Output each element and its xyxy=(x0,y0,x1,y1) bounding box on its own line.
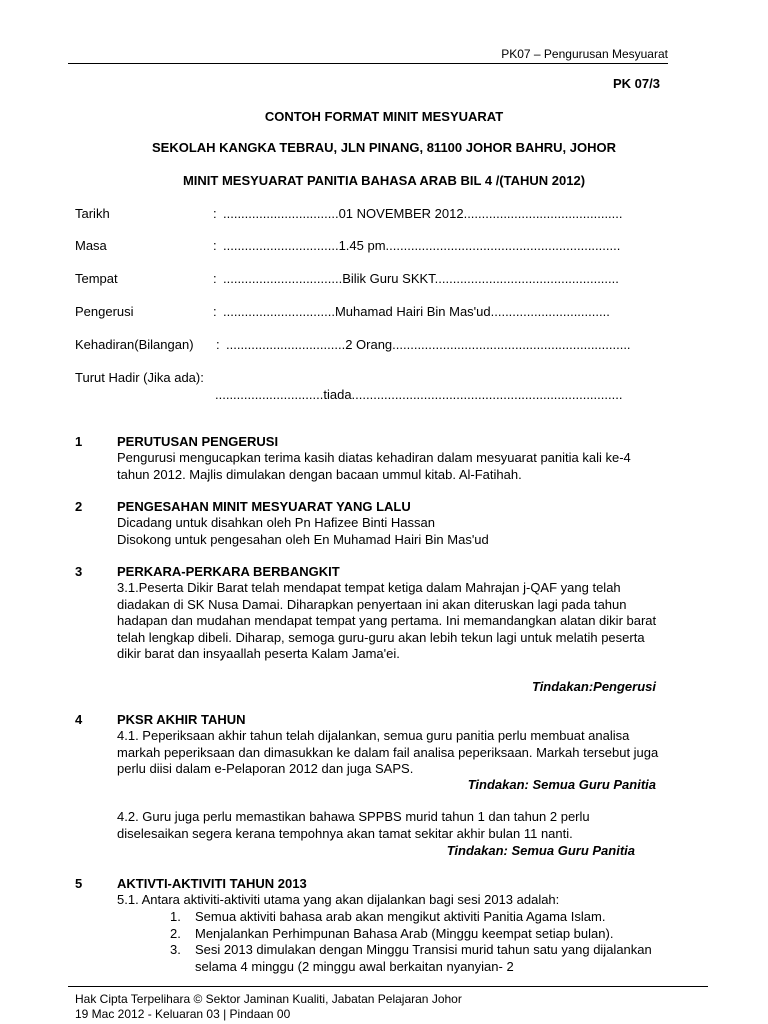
list-text: Sesi 2013 dimulakan dengan Minggu Transisi murid tahun satu yang dijalankan selama 4 minggu (2 minggu awal berkaitan nyanyian- 2 xyxy=(195,942,652,974)
field-colon: : xyxy=(213,238,217,253)
section-line: Dicadang untuk disahkan oleh Pn Hafizee Binti Hassan xyxy=(117,515,435,530)
section-line: Disokong untuk pengesahan oleh En Muhamad Hairi Bin Mas'ud xyxy=(117,532,489,547)
list-number: 3. xyxy=(170,942,181,957)
action-note: Tindakan:Pengerusi xyxy=(531,679,656,694)
section-title: PKSR AKHIR TAHUN xyxy=(117,712,246,727)
field-value: .................................2 Orang.................................................................. xyxy=(226,337,631,352)
field-value: .................................Bilik Guru SKKT................................................... xyxy=(223,271,619,286)
section-number: 2 xyxy=(75,499,83,514)
field-colon: : xyxy=(216,337,220,352)
section-title: AKTIVTI-AKTIVITI TAHUN 2013 xyxy=(117,876,307,891)
field-turut-hadir xyxy=(75,370,665,410)
section-body: 5.1. Antara aktiviti-aktiviti utama yang akan dijalankan bagi sesi 2013 adalah: xyxy=(117,892,560,907)
action-note: Tindakan: Semua Guru Panitia xyxy=(467,777,656,792)
copyright-text: Hak Cipta Terpelihara © Sektor Jaminan Kualiti, Jabatan Pelajaran Johor xyxy=(75,992,462,1006)
field-colon: : xyxy=(213,206,217,221)
field-label: Tarikh xyxy=(75,206,110,221)
section-body: 4.1. Peperiksaan akhir tahun telah dijalankan, semua guru panitia perlu membuat analisa markah peperiksaan dan dimasukkan ke dalam fail analisa peperiksaan. Markah tersebut juga perlu diisi dalam e-Pelaporan 2012 dan juga SAPS. xyxy=(117,728,659,776)
section-title: PERKARA-PERKARA BERBANGKIT xyxy=(117,564,340,579)
list-number: 2. xyxy=(170,925,181,941)
list-item xyxy=(170,909,670,926)
field-value: ................................1.45 pm................................................................. xyxy=(223,238,621,253)
field-colon: : xyxy=(213,304,217,319)
section-body: Pengurusi mengucapkan terima kasih diatas kehadiran dalam mesyuarat panitia kali ke-4 tahun 2012. Majlis dimulakan dengan bacaan ummul kitab. Al-Fatihah. xyxy=(117,450,631,482)
section-title: PENGESAHAN MINIT MESYUARAT YANG LALU xyxy=(117,499,411,514)
list-text: Semua aktiviti bahasa arab akan mengikut aktiviti Panitia Agama Islam. xyxy=(195,909,606,924)
release-info: 19 Mac 2012 - Keluaran 03 | Pindaan 00 xyxy=(75,1007,291,1021)
section-number: 3 xyxy=(75,564,83,579)
section-number: 4 xyxy=(75,712,83,727)
action-note: Tindakan: Semua Guru Panitia xyxy=(446,843,635,858)
field-value: ..............................tiada........................................................................... xyxy=(215,387,623,402)
section-body: 4.2. Guru juga perlu memastikan bahawa SPPBS murid tahun 1 dan tahun 2 perlu diselesaikan segera kerana tempohnya akan tamat sekitar akhir bulan 11 nanti. xyxy=(117,809,590,841)
section-body: 3.1.Peserta Dikir Barat telah mendapat tempat ketiga dalam Mahrajan j-QAF yang telah diadakan di SK Nusa Damai. Diharapkan penyertaan ini akan diteruskan lagi pada tahun hadapan dan mudahan mendapat tempat yang pertama. Ini memandangkan alatan dikir barat telah lengkap dibeli. Diharap, semoga guru-guru akan lebih tekun lagi untuk melatih peserta dikir barat dan insyaallah peserta Kalam Jama'ei. xyxy=(117,580,657,661)
field-value: ...............................Muhamad Hairi Bin Mas'ud................................. xyxy=(223,304,610,319)
field-label: Turut Hadir (Jika ada): xyxy=(75,370,204,385)
field-value: ................................01 NOVEMBER 2012............................................ xyxy=(223,206,623,221)
section-number: 5 xyxy=(75,876,83,891)
field-label: Tempat xyxy=(75,271,118,286)
list-number: 1. xyxy=(170,909,181,924)
meeting-title: MINIT MESYUARAT PANITIA BAHASA ARAB BIL 4 /(TAHUN 2012) xyxy=(182,173,586,188)
field-colon: : xyxy=(213,271,217,286)
activity-list xyxy=(170,909,670,975)
field-label: Kehadiran(Bilangan) xyxy=(75,337,194,352)
header-divider xyxy=(68,63,668,64)
school-name: SEKOLAH KANGKA TEBRAU, JLN PINANG, 81100 JOHOR BAHRU, JOHOR xyxy=(152,140,616,155)
section-title: PERUTUSAN PENGERUSI xyxy=(117,434,279,449)
footer-divider xyxy=(68,986,708,987)
document-code: PK07 – Pengurusan Mesyuarat xyxy=(501,47,668,61)
field-label: Masa xyxy=(75,238,107,253)
list-text: Menjalankan Perhimpunan Bahasa Arab (Minggu keempat setiap bulan). xyxy=(195,925,614,941)
list-item xyxy=(170,942,670,975)
field-label: Pengerusi xyxy=(75,304,134,319)
document-reference: PK 07/3 xyxy=(613,76,660,91)
document-title: CONTOH FORMAT MINIT MESYUARAT xyxy=(264,109,504,124)
list-item xyxy=(170,926,670,943)
section-number: 1 xyxy=(75,434,83,449)
